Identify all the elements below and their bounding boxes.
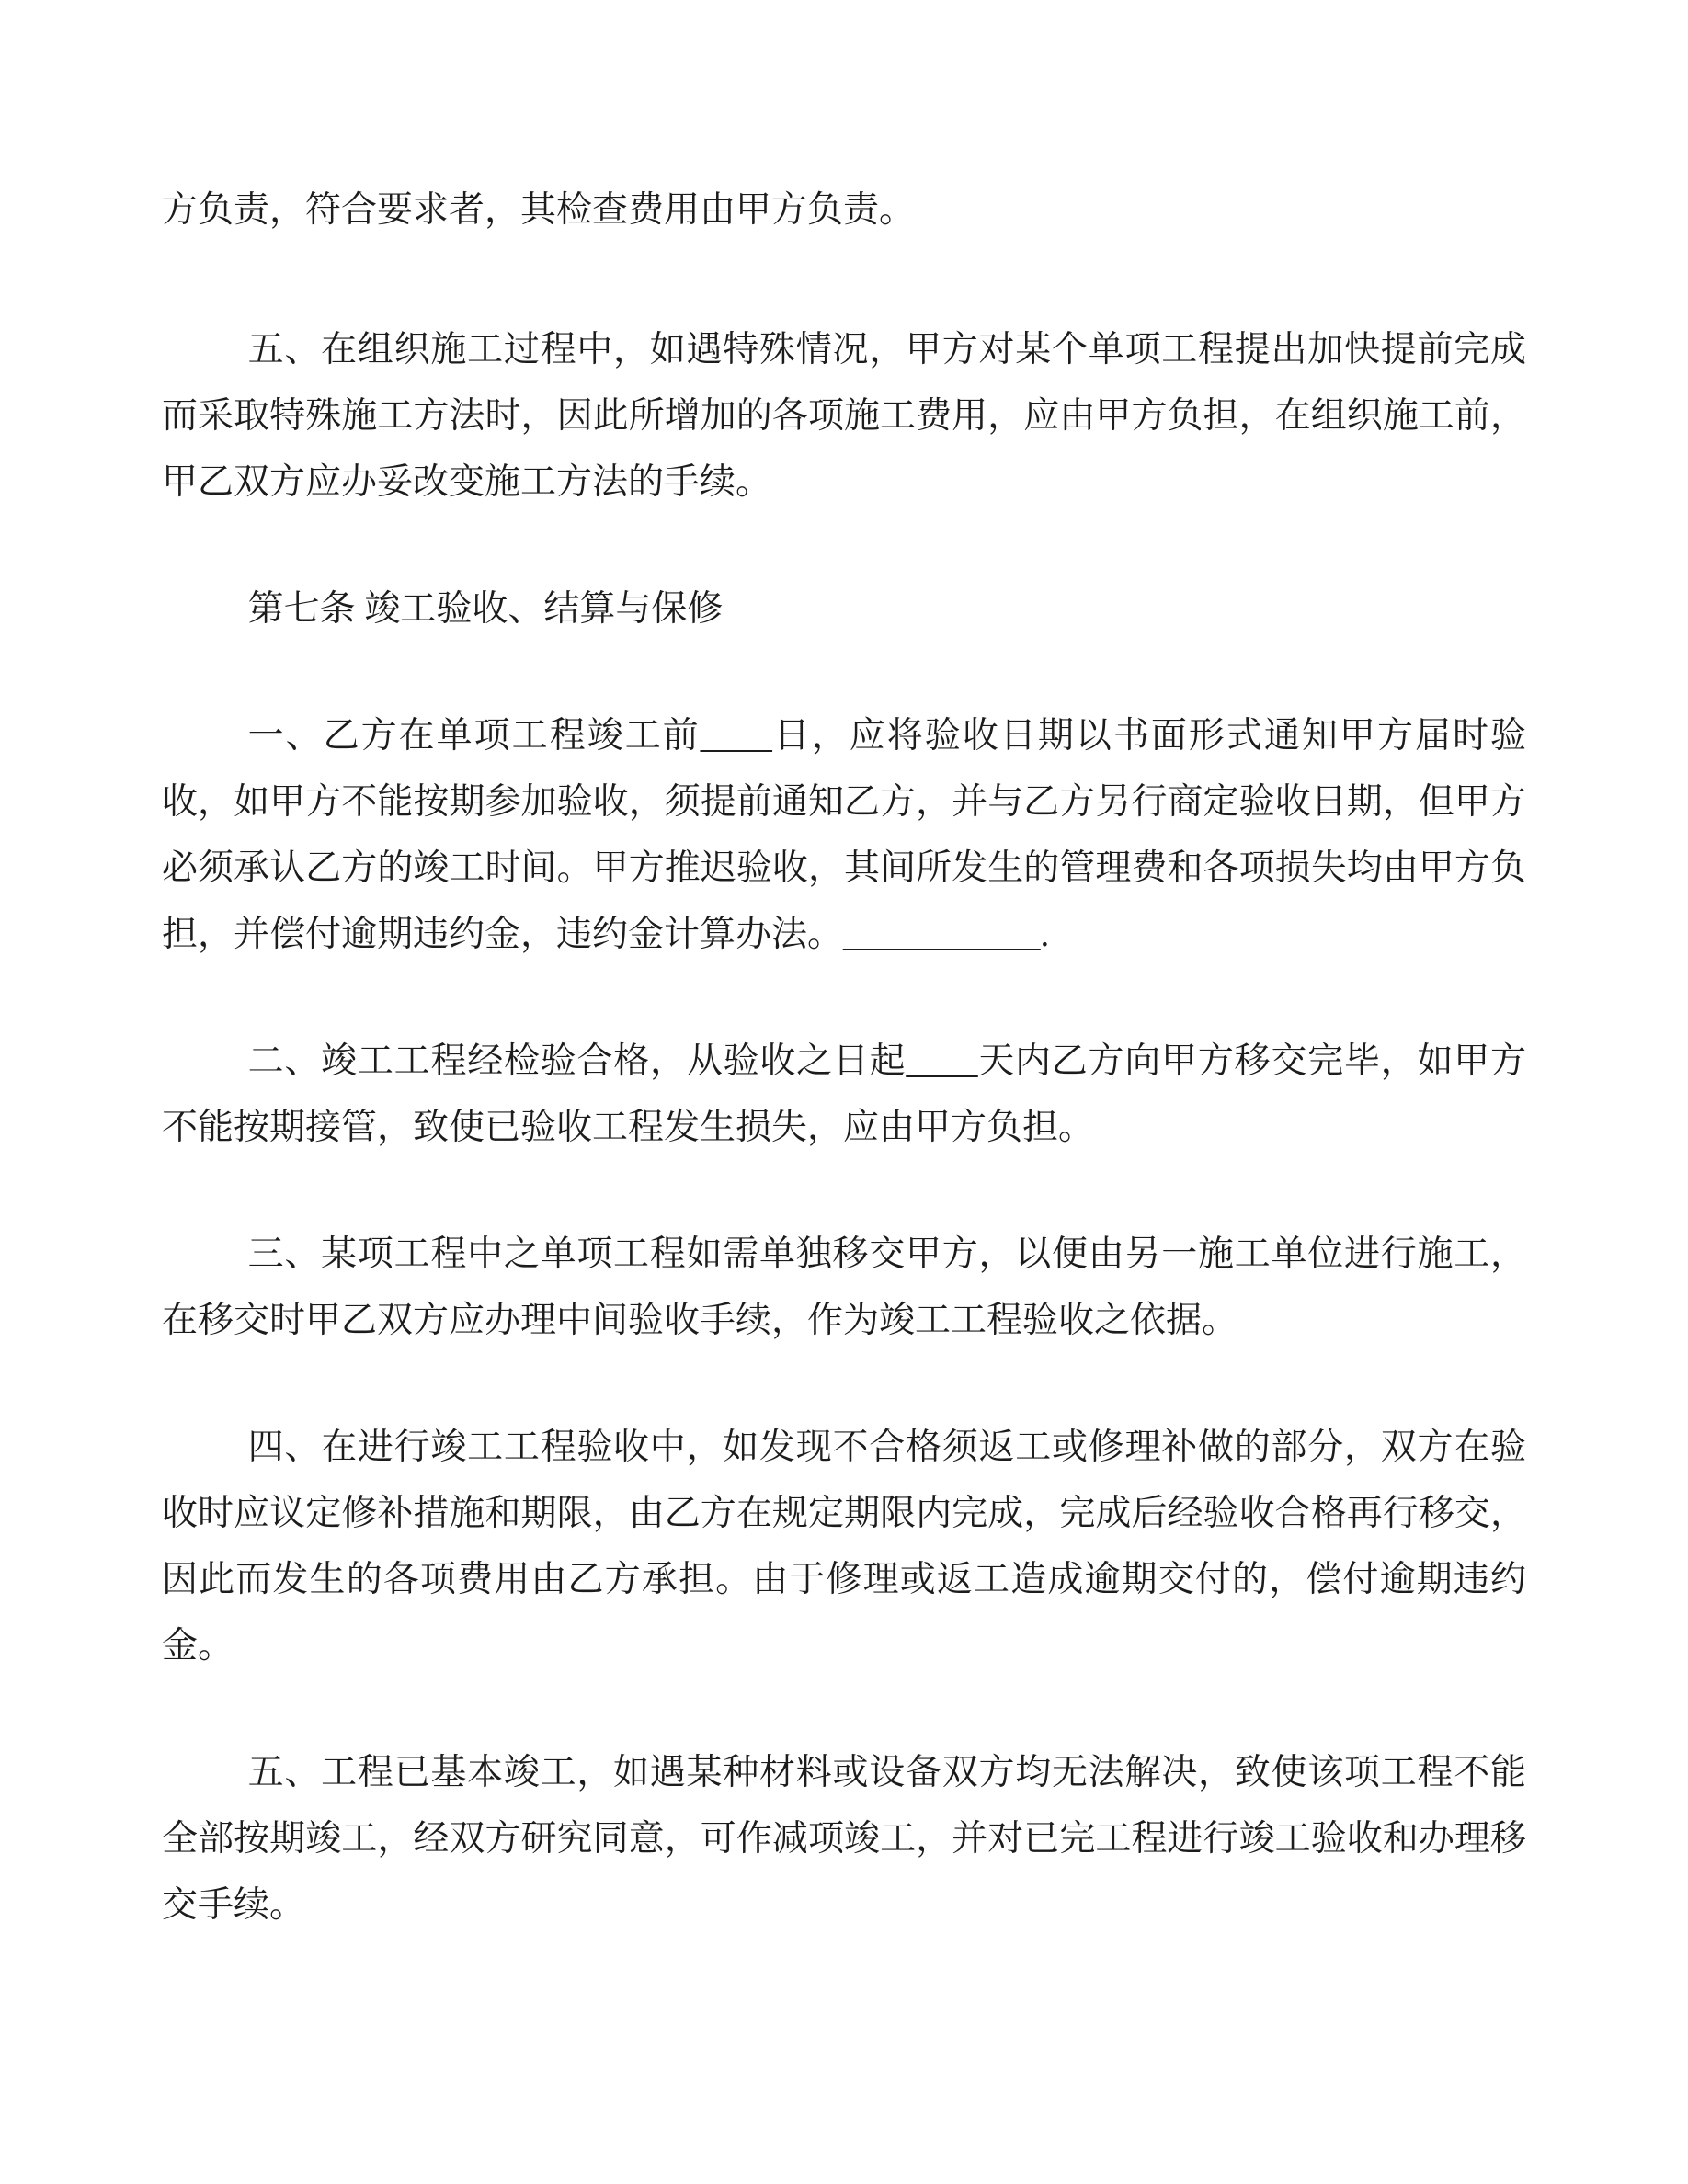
document-content: [162, 177, 1526, 1939]
clause7-heading-paragraph: 第七条 竣工验收、结算与保修: [247, 589, 724, 629]
clause7-item1-paragraph: 一、乙方在单项工程竣工前____日，应将验收日期以书面形式通知甲方届时验收，如甲方不能按期参加验收，须提前通知乙方，并与乙方另行商定验收日期，但甲方必须承认乙方的竣工时间。甲方推迟验收，其间所发生的管理费和各项损失均由甲方负担，并偿付逾期违约金，违约金计算办法。___________.: [162, 716, 1526, 954]
clause6-item5-paragraph: 五、在组织施工过程中，如遇特殊情况，甲方对某个单项工程提出加快提前完成而采取特殊施工方法时，因此所增加的各项施工费用，应由甲方负担，在组织施工前，甲乙双方应办妥改变施工方法的手续。: [162, 330, 1526, 502]
clause6-item4-continuation-paragraph: 方负责，符合要求者，其检查费用由甲方负责。: [162, 190, 916, 230]
clause7-item5-paragraph: 五、工程已基本竣工，如遇某种材料或设备双方均无法解决，致使该项工程不能全部按期竣工，经双方研究同意，可作减项竣工，并对已完工程进行竣工验收和办理移交手续。: [162, 1753, 1526, 1925]
clause7-item3-paragraph: 三、某项工程中之单项工程如需单独移交甲方，以便由另一施工单位进行施工，在移交时甲乙双方应办理中间验收手续，作为竣工工程验收之依据。: [162, 1234, 1526, 1340]
clause7-item4-paragraph: 四、在进行竣工工程验收中，如发现不合格须返工或修理补做的部分，双方在验收时应议定修补措施和期限，由乙方在规定期限内完成，完成后经验收合格再行移交，因此而发生的各项费用由乙方承担。由于修理或返工造成逾期交付的，偿付逾期违约金。: [162, 1428, 1526, 1666]
clause7-item2-paragraph: 二、竣工工程经检验合格，从验收之日起____天内乙方向甲方移交完毕，如甲方不能按期接管，致使已验收工程发生损失，应由甲方负担。: [162, 1041, 1526, 1147]
